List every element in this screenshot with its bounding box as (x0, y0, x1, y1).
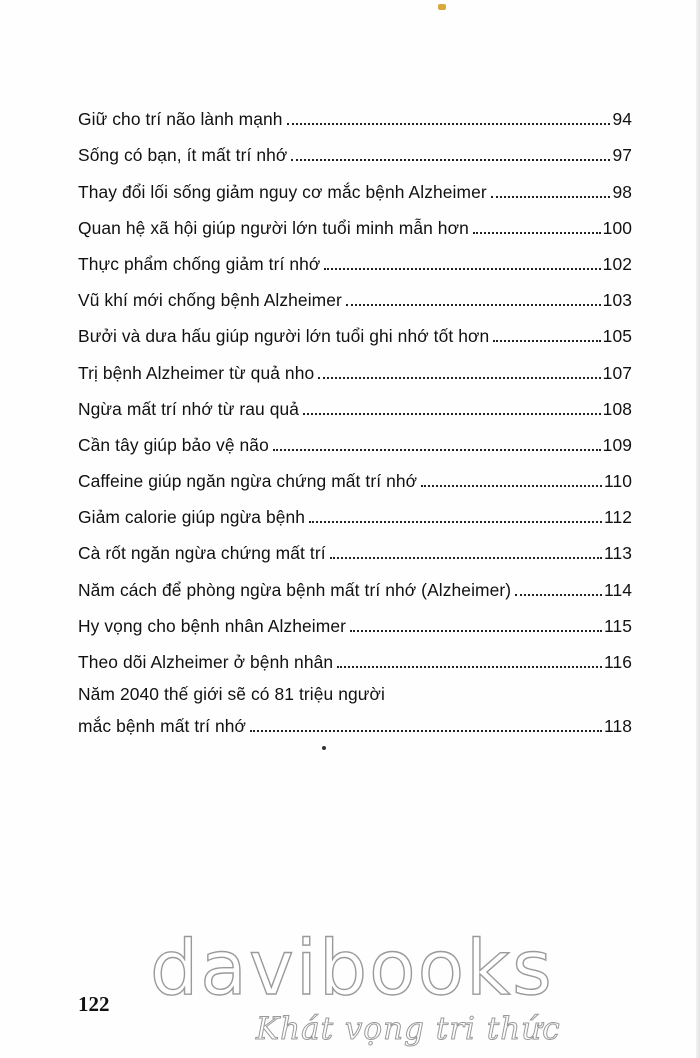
toc-dot-leader (303, 413, 601, 415)
toc-entry[interactable] (78, 637, 632, 673)
toc-entry-page: 112 (603, 507, 632, 528)
toc-entry-page: 107 (602, 362, 632, 383)
toc-dot-leader (273, 449, 601, 451)
toc-dot-leader (515, 594, 602, 596)
stray-dot (322, 746, 326, 750)
toc-dot-leader (337, 666, 602, 668)
toc-entry-last-line (78, 707, 632, 737)
toc-dot-leader (287, 123, 611, 125)
toc-entry-title: Giữ cho trí não lành mạnh (78, 109, 283, 130)
toc-dot-leader (309, 521, 602, 523)
toc-entry-title: Trị bệnh Alzheimer từ quả nho (78, 362, 315, 383)
toc-dot-leader (350, 630, 602, 632)
toc-entry[interactable] (78, 94, 632, 130)
page-number: 122 (78, 992, 110, 1016)
toc-entry-title: Quan hệ xã hội giúp người lớn tuổi minh mẫn hơn (78, 217, 469, 238)
toc-entry-title: Bưởi và dưa hấu giúp người lớn tuổi ghi nhớ tốt hơn (78, 326, 490, 347)
toc-entry[interactable] (78, 492, 632, 528)
toc-entry[interactable] (78, 275, 632, 311)
toc-entry-page: 114 (603, 579, 632, 600)
scan-speck (438, 4, 446, 10)
watermark-brand: davibooks (150, 923, 554, 1012)
toc-entry-title-line2: mắc bệnh mất trí nhớ (78, 716, 247, 736)
toc-entry[interactable] (78, 239, 632, 275)
toc-entry[interactable] (78, 564, 632, 600)
toc-dot-leader (473, 232, 601, 234)
toc-entry-page: 116 (603, 652, 632, 672)
toc-dot-leader (421, 485, 602, 487)
table-of-contents (78, 94, 632, 737)
toc-entry-title: Cà rốt ngăn ngừa chứng mất trí (78, 543, 326, 564)
toc-entry-page: 102 (602, 253, 632, 274)
toc-entry[interactable] (78, 203, 632, 239)
toc-dot-leader (346, 304, 601, 306)
toc-dot-leader (250, 730, 602, 732)
toc-entry-page: 105 (602, 326, 632, 347)
toc-entry[interactable] (78, 420, 632, 456)
toc-entry-page: 108 (602, 398, 632, 419)
toc-dot-leader (493, 340, 600, 342)
toc-entry[interactable] (78, 601, 632, 637)
toc-entry-page: 115 (603, 615, 632, 636)
toc-entry-title: Caffeine giúp ngăn ngừa chứng mất trí nhớ (78, 471, 418, 492)
toc-entry[interactable] (78, 347, 632, 383)
toc-entry[interactable] (78, 311, 632, 347)
toc-entry-page: 113 (603, 543, 632, 564)
toc-entry-title: Vũ khí mới chống bệnh Alzheimer (78, 290, 342, 311)
toc-dot-leader (318, 377, 600, 379)
toc-entry-multiline[interactable] (78, 681, 632, 737)
toc-entry[interactable] (78, 456, 632, 492)
toc-entry-title: Ngừa mất trí nhớ từ rau quả (78, 398, 300, 419)
toc-entry-title-line1: Năm 2040 thế giới sẽ có 81 triệu người (78, 684, 385, 704)
toc-entry-title: Giảm calorie giúp ngừa bệnh (78, 507, 306, 528)
toc-entry-title: Cần tây giúp bảo vệ não (78, 434, 269, 455)
toc-dot-leader (491, 196, 611, 198)
toc-entry-title: Năm cách để phòng ngừa bệnh mất trí nhớ (Alzheimer) (78, 579, 512, 600)
watermark-logo (150, 923, 670, 1050)
toc-entry[interactable] (78, 130, 632, 166)
toc-dot-leader (330, 557, 602, 559)
toc-entry[interactable] (78, 384, 632, 420)
toc-entry-title: Sống có bạn, ít mất trí nhớ (78, 145, 288, 166)
toc-entry[interactable] (78, 528, 632, 564)
watermark-tagline: Khát vọng tri thức (256, 1011, 561, 1047)
toc-entry-page: 118 (603, 716, 632, 736)
toc-entry-page: 98 (612, 181, 632, 202)
toc-entry-page: 109 (602, 434, 632, 455)
toc-entry-page: 97 (612, 145, 632, 166)
toc-entry-title: Hy vọng cho bệnh nhân Alzheimer (78, 615, 346, 636)
toc-entry-page: 103 (602, 290, 632, 311)
toc-entry[interactable] (78, 166, 632, 202)
toc-dot-leader (291, 159, 610, 161)
toc-dot-leader (324, 268, 600, 270)
toc-entry-page: 100 (602, 217, 632, 238)
toc-entry-page: 110 (603, 471, 632, 492)
toc-entry-title: Theo dõi Alzheimer ở bệnh nhân (78, 652, 334, 672)
toc-entry-title: Thực phẩm chống giảm trí nhớ (78, 253, 321, 274)
toc-entry-page: 94 (612, 109, 632, 130)
toc-entry-title: Thay đổi lối sống giảm nguy cơ mắc bệnh Alzheimer (78, 181, 487, 202)
page-edge (696, 0, 700, 1058)
